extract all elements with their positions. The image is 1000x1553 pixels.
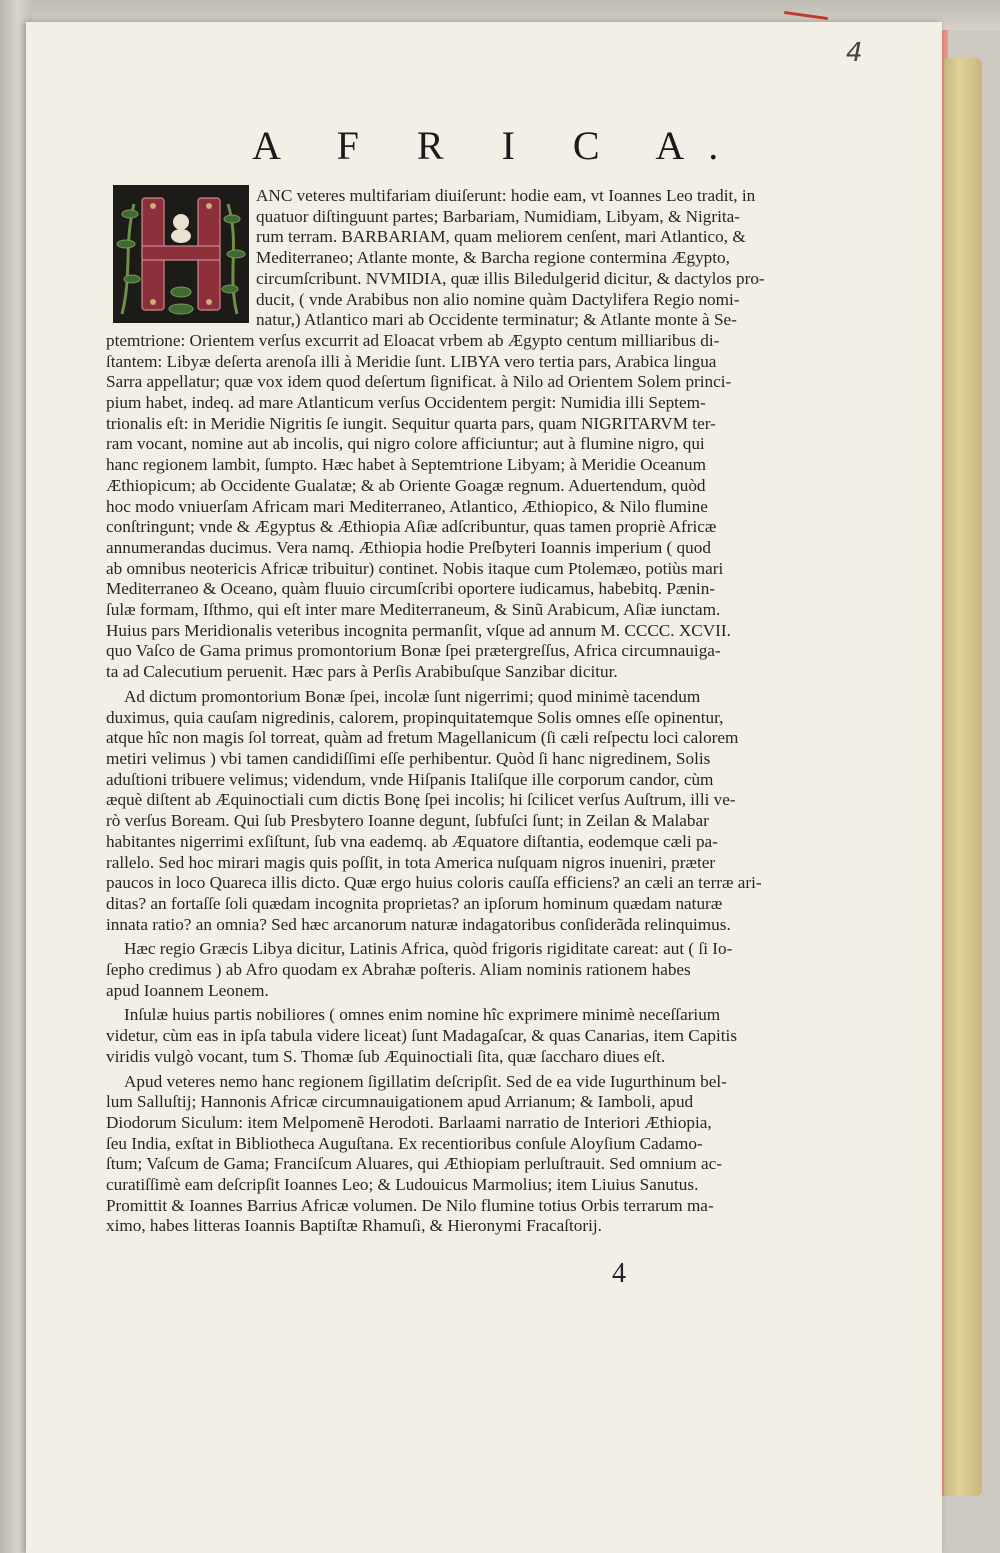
text-line: ducit, ( vnde Arabibus non alio nomine quàm Dactylifera Regio nomi- — [256, 289, 740, 309]
text-line: Apud veteres nemo hanc regionem ſigillatim deſcripſit. Sed de ea vide Iugurthinum bel- — [124, 1071, 727, 1091]
text-line: videtur, cùm eas in ipſa tabula videre liceat) ſunt Madagaſcar, & quas Canarias, item Capitis — [106, 1026, 738, 1046]
text-line: Huius pars Meridionalis veteribus incognita permanſit, vſque ad annum M. CCCC. XCVII. — [106, 620, 731, 640]
text-line: ſulæ formam, Iſthmo, qui eſt inter mare Mediterraneum, & Sinũ Arabicum, Aſiæ iunctam. — [106, 600, 721, 620]
text-line: duximus, quia cauſam nigredinis, calorem, propinquitatemque Solis omnes eſſe opinentur, — [106, 707, 724, 727]
page-title: A F R I C A. — [252, 123, 743, 168]
text-line: ptemtrione: Orientem verſus excurrit ad Eloacat vrbem ab Ægypto centum milliaribus di- — [106, 330, 720, 350]
text-line: ta ad Calecutium peruenit. Hæc pars à Perſis Arabibuſque Sanzibar dicitur. — [106, 662, 618, 682]
text-line: Ad dictum promontorium Bonæ ſpei, incolæ ſunt nigerrimi; quod minimè tacendum — [124, 686, 701, 706]
text-line: æquè diſtent ab Æquinoctiali cum dictis Bonę ſpei incolis; hi ſcilicet verſus Auſtrum, illi ve- — [106, 790, 736, 810]
text-line: viridis vulgò vocant, tum S. Thomæ ſub Æquinoctiali ſita, quæ ſaccharo diues eſt. — [106, 1046, 666, 1066]
text-line: atque hîc non magis ſol torreat, quàm ad fretum Magellanicum (ſi cæli reſpectu loci calorem — [106, 728, 739, 748]
text-line: trionalis eſt: in Meridie Nigritis ſe iungit. Sequitur quarta pars, quam NIGRITARVM ter- — [106, 413, 716, 433]
text-line: ſtantem: Libyæ deſerta arenoſa illi à Meridie ſunt. LIBYA vero tertia pars, Arabica lingua — [106, 351, 717, 371]
text-line: ram vocant, nomine aut ab incolis, qui nigro colore afficiuntur; aut à flumine nigro, qui — [106, 434, 705, 454]
pencil-page-number: 4 — [846, 38, 863, 68]
text-line: annumerandas ducimus. Vera namq. Æthiopia hodie Preſbyteri Ioannis imperium ( quod — [106, 537, 711, 557]
text-line: natur,) Atlantico mari ab Occidente terminatur; & Atlante monte à Se- — [256, 310, 737, 330]
text-line: ſtum; Vaſcum de Gama; Franciſcum Aluares, qui Æthiopiam perluſtrauit. Sed omnium ac- — [106, 1154, 722, 1174]
text-line: quatuor diſtinguunt partes; Barbariam, Numidiam, Libyam, & Nigrita- — [256, 206, 741, 226]
text-line: aduſtioni tribuere velimus; videndum, vnde Hiſpanis Italiſque ille corporum candor, cùm — [106, 769, 714, 789]
text-line: paucos in loco Quareca illis dicto. Quæ ergo huius coloris cauſſa efficiens? an cæli an terræ ari- — [106, 873, 762, 893]
text-line: ximo, habes litteras Ioannis Baptiſtæ Rhamuſi, & Hieronymi Fracaſtorij. — [106, 1216, 602, 1236]
text-line: Hæc regio Græcis Libya dicitur, Latinis Africa, quòd frigoris rigiditate careat: aut ( ſi Io- — [124, 939, 733, 959]
text-line: pium habet, indeq. ad mare Atlanticum verſus Occidentem pergit: Numidia illi Septem- — [106, 393, 706, 413]
text-line: metiri velimus ) vbi tamen candidiſſimi eſſe perhibentur. Quòd ſi hanc nigredinem, Solis — [106, 748, 711, 768]
text-line: rallelo. Sed hoc mirari magis quis poſſit, in tota America nuſquam nigros inueniri, præter — [106, 852, 716, 872]
text-line: curatiſſimè eam deſcripſit Ioannes Leo; & Ludouicus Marmolius; item Liuius Sanutus. — [106, 1175, 699, 1195]
text-line: Æthiopicum; ab Occidente Gualatæ; & ab Oriente Goagæ regnum. Aduertendum, quòd — [106, 475, 706, 495]
text-line: Mediterraneo & Oceano, quàm fluuio circumſcribi oportere iudicamus, habebitq. Pænin- — [106, 579, 716, 599]
text-line: Inſulæ huius partis nobiliores ( omnes enim nomine hîc exprimere minimè neceſſarium — [124, 1005, 721, 1025]
body-text — [106, 186, 796, 1237]
page-number: 4 — [612, 1258, 626, 1289]
text-line: hoc modo vniuerſam Africam mari Mediterraneo, Atlantico, Æthiopico, & Nilo flumine — [106, 496, 708, 516]
text-line: Diodorum Siculum: item Melpomenẽ Herodoti. Barlaami narratio de Interiori Æthiopia, — [106, 1112, 712, 1132]
text-line: conſtringunt; vnde & Ægyptus & Æthiopia Aſiæ adſcribuntur, quas tamen propriè Africæ — [106, 517, 717, 537]
text-line: ab omnibus neotericis Africæ tribuitur) continet. Nobis itaque cum Ptolemæo, potiùs mari — [106, 558, 724, 578]
text-line: Promittit & Ioannes Barrius Africæ volumen. De Nilo flumine totius Orbis terrarum ma- — [106, 1195, 714, 1215]
text-line: habitantes nigerrimi exſiſtunt, ſub vna eademq. ab Æquatore diſtantia, eodemque cæli pa- — [106, 831, 718, 851]
text-line: ANC veteres multifariam diuiſerunt: hodie eam, vt Ioannes Leo tradit, in — [256, 186, 756, 205]
text-line: circumſcribunt. NVMIDIA, quæ illis Biledulgerid dicitur, & dactylos pro- — [256, 268, 765, 288]
text-line: rum terram. BARBARIAM, quam meliorem cenſent, mari Atlantico, & — [256, 227, 746, 247]
text-line: rò verſus Boream. Qui ſub Presbytero Ioanne degunt, ſubfuſci ſunt; in Zeilan & Malabar — [106, 811, 709, 831]
text-line: quo Vaſco de Gama primus promontorium Bonæ ſpei prætergreſſus, Africa circumnauiga- — [106, 641, 721, 661]
text-line: apud Ioannem Leonem. — [106, 980, 269, 1000]
text-line: hanc regionem lambit, ſumpto. Hæc habet à Septemtrione Libyam; à Meridie Oceanum — [106, 455, 706, 475]
text-line: Sarra appellatur; quæ vox idem quod deſertum ſignificat. à Nilo ad Orientem Solem princi- — [106, 372, 732, 392]
book-fore-edge — [944, 58, 982, 1496]
text-line: ſepho credimus ) ab Afro quodam ex Abrahæ poſteris. Aliam nominis rationem habes — [106, 960, 691, 980]
text-line: innata ratio? an omnia? Sed hæc arcanorum naturæ indagatoribus conſiderãda relinquimus. — [106, 914, 731, 934]
text-line: lum Salluſtij; Hannonis Africæ circumnauigationem apud Arrianum; & Iamboli, apud — [106, 1092, 694, 1112]
text-line: ditas? an fortaſſe ſoli quædam incognita proprietas? an ipſorum hominum quædam naturæ — [106, 893, 723, 913]
text-line: Mediterraneo; Atlante monte, & Barcha regione contermina Ægypto, — [256, 248, 730, 268]
text-line: ſeu India, exſtat in Bibliotheca Auguſtana. Ex recentioribus conſule Aloyſium Cadamo- — [106, 1133, 703, 1153]
